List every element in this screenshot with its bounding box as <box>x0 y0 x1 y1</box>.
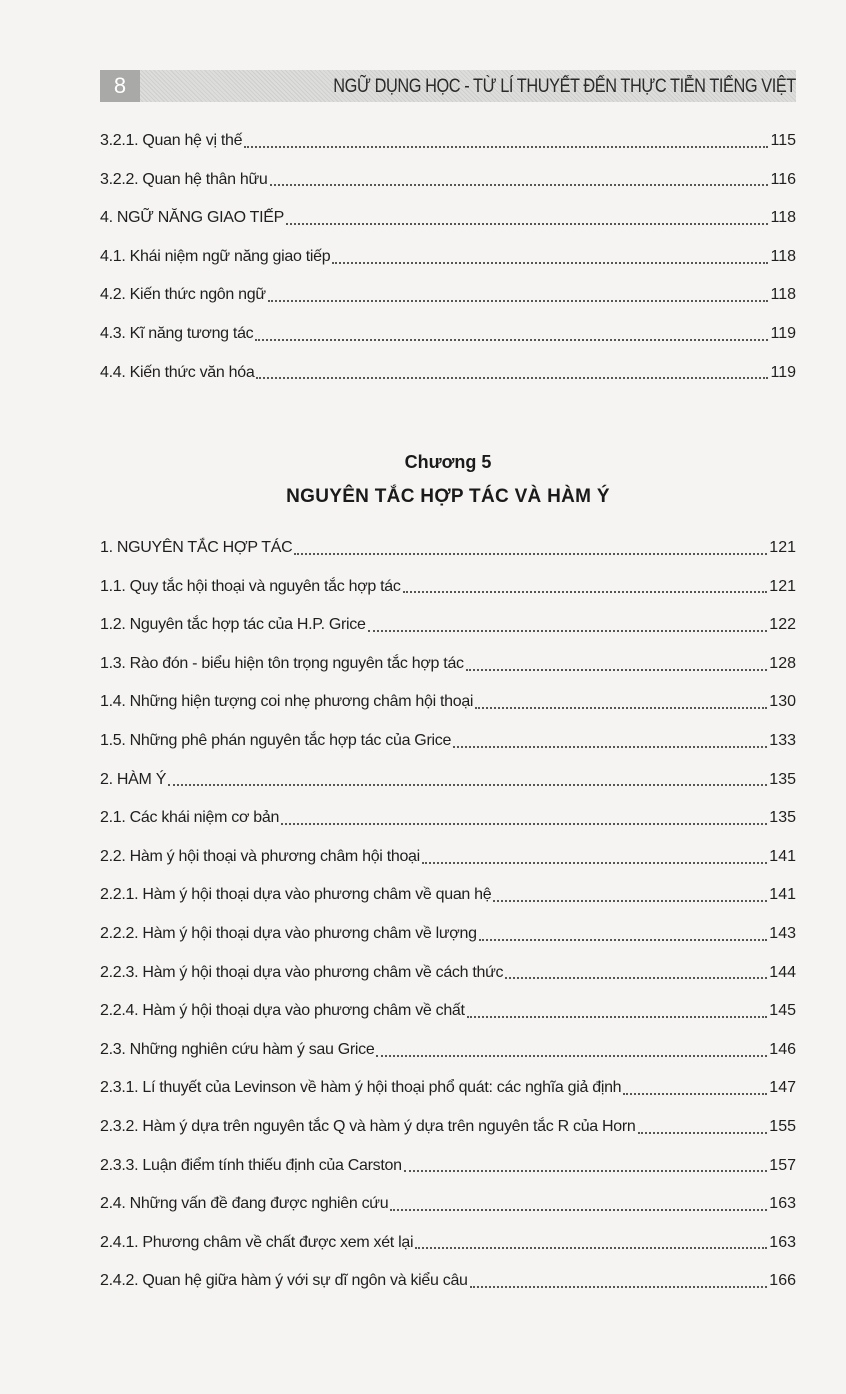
toc-entry-page: 121 <box>769 539 796 556</box>
toc-entry-page: 115 <box>770 132 796 149</box>
dot-leader <box>286 222 768 225</box>
toc-entry-title: 2.2.1. Hàm ý hội thoại dựa vào phương châm về quan hệ <box>100 886 492 904</box>
toc-entry <box>100 683 796 722</box>
toc-entry-page: 163 <box>769 1195 796 1213</box>
toc-entry-page: 128 <box>769 654 796 672</box>
toc-entry <box>100 1224 796 1263</box>
toc-entry <box>100 529 796 568</box>
toc-entry-title: 3.2.2. Quan hệ thân hữu <box>100 170 268 188</box>
toc-entry <box>100 992 796 1031</box>
toc-entry-title: 1.5. Những phê phán nguyên tắc hợp tác của Grice <box>100 731 452 749</box>
toc-entry <box>100 568 796 607</box>
dot-leader <box>268 299 769 302</box>
toc-entry-page: 144 <box>769 963 796 981</box>
toc-entry <box>100 122 796 161</box>
toc-entry-page: 146 <box>769 1040 796 1058</box>
dot-leader <box>453 745 767 748</box>
dot-leader <box>470 1285 768 1288</box>
toc-entry-title: 3.2.1. Quan hệ vị thế <box>100 132 243 149</box>
toc-entry <box>100 354 796 393</box>
toc-entry-title: 2.3.3. Luận điểm tính thiếu định của Carston <box>100 1156 402 1174</box>
dot-leader <box>623 1092 767 1095</box>
toc-entry-page: 116 <box>770 170 796 188</box>
dot-leader <box>368 629 768 632</box>
dot-leader <box>244 145 768 148</box>
dot-leader <box>467 1015 768 1018</box>
toc-entry-title: 1.4. Những hiện tượng coi nhẹ phương châm hội thoại <box>100 693 474 711</box>
toc-section-chapter <box>100 529 796 1301</box>
dot-leader <box>638 1131 768 1134</box>
toc-entry-title: 1.2. Nguyên tắc hợp tác của H.P. Grice <box>100 616 366 634</box>
toc-entry <box>100 954 796 993</box>
toc-entry-page: 121 <box>769 577 796 595</box>
toc-entry-page: 143 <box>769 924 796 942</box>
toc-entry-title: 2.2.4. Hàm ý hội thoại dựa vào phương châm về chất <box>100 1002 465 1020</box>
toc-entry <box>100 1069 796 1108</box>
toc-entry-title: 2.4.2. Quan hệ giữa hàm ý với sự dĩ ngôn và kiểu câu <box>100 1272 468 1290</box>
toc-entry-title: 2.3.1. Lí thuyết của Levinson về hàm ý hội thoại phổ quát: các nghĩa giả định <box>100 1079 622 1097</box>
toc-entry <box>100 606 796 645</box>
toc-entry <box>100 315 796 354</box>
dot-leader <box>505 976 767 979</box>
toc-entry-title: 4.3. Kĩ năng tương tác <box>100 324 254 342</box>
toc-entry-title: 2.2. Hàm ý hội thoại và phương châm hội thoại <box>100 847 420 865</box>
toc-entry-title: 2.1. Các khái niệm cơ bản <box>100 809 280 827</box>
toc-entry-page: 166 <box>769 1272 796 1290</box>
toc-entry-page: 122 <box>769 616 796 634</box>
toc-entry <box>100 645 796 684</box>
dot-leader <box>294 552 767 555</box>
toc-entry-page: 141 <box>769 847 796 865</box>
toc-entry-page: 130 <box>769 693 796 711</box>
toc-entry-page: 135 <box>769 809 796 827</box>
toc-entry-page: 141 <box>769 886 796 904</box>
toc-entry-page: 118 <box>770 247 796 265</box>
dot-leader <box>404 1169 768 1172</box>
toc-entry-page: 118 <box>770 286 796 304</box>
toc-entry <box>100 761 796 800</box>
toc-entry <box>100 1147 796 1186</box>
dot-leader <box>332 261 768 264</box>
dot-leader <box>255 338 768 341</box>
dot-leader <box>403 590 768 593</box>
dot-leader <box>281 822 767 825</box>
toc-entry-title: 2.4.1. Phương châm về chất được xem xét lại <box>100 1233 414 1251</box>
toc-entry-page: 119 <box>770 363 796 381</box>
page-number: 8 <box>100 70 140 102</box>
toc-entry-title: 2.2.2. Hàm ý hội thoại dựa vào phương châm về lượng <box>100 924 477 942</box>
dot-leader <box>479 938 768 941</box>
chapter-label: Chương 5 <box>404 452 492 472</box>
toc-entry-title: 4. NGỮ NĂNG GIAO TIẾP <box>100 209 284 227</box>
toc-entry-title: 1.1. Quy tắc hội thoại và nguyên tắc hợp tác <box>100 577 401 595</box>
toc-entry-page: 163 <box>769 1233 796 1251</box>
toc-entry <box>100 199 796 238</box>
toc-entry <box>100 1185 796 1224</box>
toc-entry <box>100 799 796 838</box>
toc-entry-title: 4.1. Khái niệm ngữ năng giao tiếp <box>100 247 331 265</box>
toc-entry-page: 155 <box>769 1117 796 1135</box>
toc-entry-title: 1. NGUYÊN TẮC HỢP TÁC <box>100 539 293 556</box>
toc-section-top <box>100 122 796 392</box>
dot-leader <box>415 1246 767 1249</box>
toc-entry-page: 135 <box>769 770 796 788</box>
chapter-title: NGUYÊN TẮC HỢP TÁC VÀ HÀM Ý <box>286 486 610 507</box>
toc-entry <box>100 838 796 877</box>
toc-entry-title: 4.2. Kiến thức ngôn ngữ <box>100 286 266 304</box>
toc-entry-page: 118 <box>770 209 796 227</box>
toc-entry-page: 145 <box>769 1002 796 1020</box>
toc-entry <box>100 1108 796 1147</box>
dot-leader <box>493 899 767 902</box>
toc-entry-title: 4.4. Kiến thức văn hóa <box>100 363 255 381</box>
toc-entry <box>100 238 796 277</box>
toc-entry-title: 2. HÀM Ý <box>100 770 167 788</box>
toc-entry-title: 2.4. Những vấn đề đang được nghiên cứu <box>100 1195 389 1213</box>
dot-leader <box>168 783 767 786</box>
dot-leader <box>390 1208 767 1211</box>
toc-entry <box>100 1262 796 1301</box>
toc-entry <box>100 276 796 315</box>
toc-entry-title: 2.3. Những nghiên cứu hàm ý sau Grice <box>100 1040 375 1058</box>
dot-leader <box>466 668 768 671</box>
dot-leader <box>270 183 769 186</box>
dot-leader <box>376 1054 767 1057</box>
toc-entry <box>100 161 796 200</box>
dot-leader <box>422 861 767 864</box>
dot-leader <box>475 706 767 709</box>
toc-entry <box>100 722 796 761</box>
toc-entry-title: 2.2.3. Hàm ý hội thoại dựa vào phương châm về cách thức <box>100 963 504 981</box>
toc-entry-page: 147 <box>769 1079 796 1097</box>
running-title: NGỮ DỤNG HỌC - TỪ LÍ THUYẾT ĐẾN THỰC TIỄN TIẾNG VIỆT <box>333 76 796 97</box>
page-header <box>100 70 796 102</box>
toc-entry <box>100 876 796 915</box>
toc-entry-title: 2.3.2. Hàm ý dựa trên nguyên tắc Q và hàm ý dựa trên nguyên tắc R của Horn <box>100 1117 636 1135</box>
toc-entry <box>100 1031 796 1070</box>
toc-entry-page: 119 <box>770 324 796 342</box>
toc-entry-page: 133 <box>769 731 796 749</box>
toc-entry-title: 1.3. Rào đón - biểu hiện tôn trọng nguyên tắc hợp tác <box>100 654 464 672</box>
dot-leader <box>256 376 768 379</box>
toc-entry <box>100 915 796 954</box>
toc-entry-page: 157 <box>769 1156 796 1174</box>
